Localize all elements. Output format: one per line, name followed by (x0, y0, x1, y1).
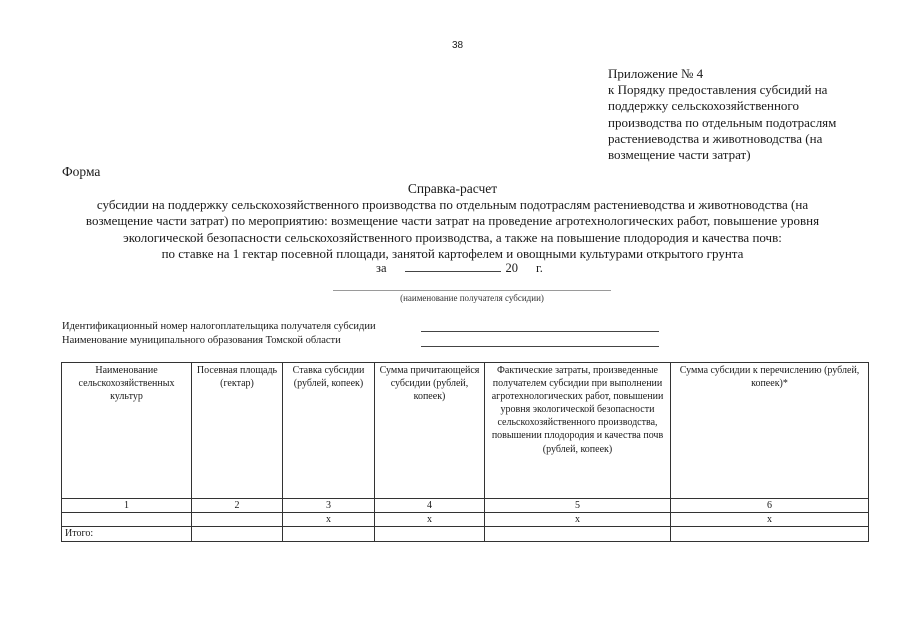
total-row (62, 527, 869, 542)
period-row (376, 261, 543, 276)
table-cell: x (283, 513, 375, 527)
inn-label: Идентификационный номер налогоплательщика получателя субсидии (62, 321, 376, 332)
recipient-name-field[interactable] (333, 290, 611, 291)
column-number-row (62, 499, 869, 513)
subject-line: по ставке на 1 гектар посевной площади, занятой картофелем и овощными культурами открытого грунта (161, 245, 744, 261)
total-cell[interactable] (192, 527, 283, 542)
column-number: 4 (375, 499, 485, 513)
municipality-label: Наименование муниципального образования Томской области (62, 335, 341, 346)
document-subject (40, 197, 865, 262)
appendix-header (608, 66, 888, 163)
column-number: 6 (671, 499, 869, 513)
table-cell[interactable] (62, 513, 192, 527)
form-label: Форма (62, 164, 101, 179)
table-cell: x (485, 513, 671, 527)
appendix-line: поддержку сельскохозяйственного (608, 98, 799, 114)
appendix-line: растениеводства и животноводства (на (608, 130, 823, 146)
calculation-table (61, 362, 869, 542)
total-cell[interactable] (375, 527, 485, 542)
subject-line: субсидии на поддержку сельскохозяйственного производства по отдельным подотраслям растениеводства и животноводства (на (96, 197, 809, 212)
period-year: 20 (505, 261, 518, 275)
subject-line: экологической безопасности сельскохозяйственного производства, а также на повышение плодородия и качества почв: (123, 229, 782, 245)
column-number: 5 (485, 499, 671, 513)
period-prefix: за (376, 261, 387, 275)
table-cell: x (671, 513, 869, 527)
appendix-line: к Порядку предоставления субсидий на (608, 82, 828, 98)
appendix-line: производства по отдельным подотраслям (608, 114, 837, 130)
period-suffix: г. (536, 261, 543, 275)
header-subsidy-due: Сумма причитающейся субсидии (рублей, копеек) (375, 363, 485, 499)
table-cell[interactable] (192, 513, 283, 527)
header-actual-costs: Фактические затраты, произведенные получателем субсидии при выполнении агротехнологических работ, повышении уровня экологической безопасности сельскохозяйственного производства, повышении плодородия и качества почв (рублей, копеек) (485, 363, 671, 499)
page-number: 38 (452, 40, 464, 51)
column-number: 1 (62, 499, 192, 513)
table-cell: x (375, 513, 485, 527)
appendix-line: возмещение части затрат) (608, 147, 751, 163)
subject-line: возмещение части затрат) по мероприятию: возмещение части затрат на проведение агротехнологических работ, повышение уровня (85, 213, 820, 229)
header-sown-area: Посевная площадь (гектар) (192, 363, 283, 499)
total-cell[interactable] (485, 527, 671, 542)
total-label: Итого: (62, 527, 192, 542)
column-number: 2 (192, 499, 283, 513)
table-header-row (62, 363, 869, 499)
municipality-field[interactable] (421, 346, 659, 347)
inn-field[interactable] (421, 331, 659, 332)
total-cell[interactable] (671, 527, 869, 542)
table-row (62, 513, 869, 527)
appendix-line: Приложение № 4 (608, 66, 704, 81)
header-subsidy-transfer: Сумма субсидии к перечислению (рублей, копеек)* (671, 363, 869, 499)
recipient-caption: (наименование получателя субсидии) (400, 293, 544, 303)
header-subsidy-rate: Ставка субсидии (рублей, копеек) (283, 363, 375, 499)
document-title: Справка-расчет (407, 181, 498, 196)
total-cell[interactable] (283, 527, 375, 542)
header-crop-name: Наименование сельскохозяйственных культур (62, 363, 192, 499)
period-blank-field[interactable] (405, 261, 501, 272)
column-number: 3 (283, 499, 375, 513)
